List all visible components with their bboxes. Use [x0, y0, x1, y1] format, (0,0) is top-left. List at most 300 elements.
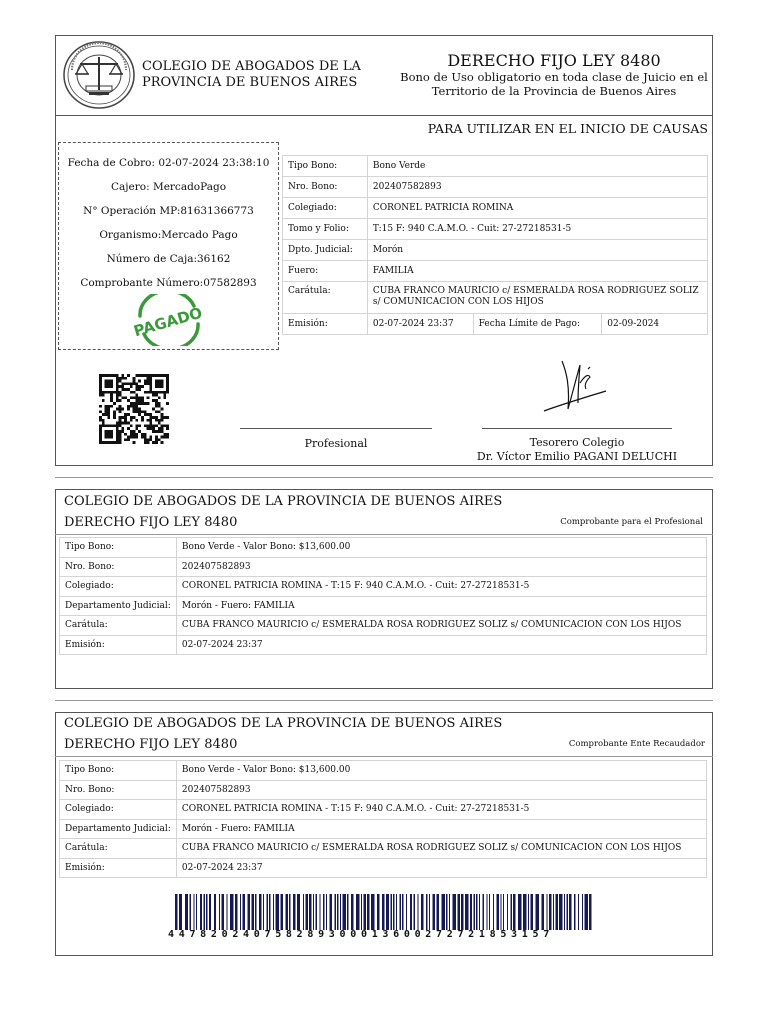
qr-module [152, 408, 155, 411]
table-row [283, 261, 708, 282]
qr-module [102, 419, 105, 422]
qr-module [107, 374, 110, 377]
qr-module [107, 385, 110, 388]
qr-module [116, 377, 119, 380]
barcode-bar [513, 894, 515, 930]
qr-module [141, 399, 144, 402]
qr-module [135, 396, 138, 399]
qr-module [116, 441, 119, 444]
qr-module [144, 410, 147, 413]
cell-label: Carátula: [283, 282, 368, 314]
cell-label: Nro. Bono: [283, 177, 368, 198]
barcode-bar [309, 894, 311, 930]
barcode-bar [500, 894, 501, 930]
dpto-judicial-value: Morón [367, 240, 707, 261]
qr-module [158, 382, 161, 385]
qr-module [116, 399, 119, 402]
qr-module [135, 410, 138, 413]
qr-module [161, 427, 164, 430]
qr-module [166, 424, 169, 427]
table-row [283, 177, 708, 198]
cell-label: Tipo Bono: [283, 156, 368, 177]
barcode-bar [578, 894, 579, 930]
barcode-bar [574, 894, 575, 930]
qr-module [166, 391, 169, 394]
qr-module [102, 422, 105, 425]
barcode-bar [584, 894, 587, 930]
qr-module [149, 377, 152, 380]
qr-module [147, 377, 150, 380]
qr-module [158, 374, 161, 377]
qr-module [105, 441, 108, 444]
stub2-nro: 202407582893 [176, 780, 706, 800]
qr-module [130, 433, 133, 436]
qr-module [116, 433, 119, 436]
qr-module [138, 430, 141, 433]
qr-module [133, 380, 136, 383]
qr-module [121, 385, 124, 388]
qr-module [166, 388, 169, 391]
qr-module [99, 410, 102, 413]
barcode-bar [190, 894, 191, 930]
qr-module [116, 396, 119, 399]
barcode-bar [493, 894, 494, 930]
barcode-bar [489, 894, 490, 930]
comprobante-numero: Comprobante Número:07582893 [80, 277, 257, 289]
qr-module [133, 396, 136, 399]
cell-label: Dpto. Judicial: [283, 240, 368, 261]
qr-module [147, 424, 150, 427]
qr-module [149, 416, 152, 419]
barcode-bar [330, 894, 332, 930]
qr-module [161, 413, 164, 416]
qr-module [161, 424, 164, 427]
barcode-bar [209, 894, 211, 930]
tipo-bono-value: Bono Verde [367, 156, 707, 177]
qr-module [105, 436, 108, 439]
qr-module [102, 424, 105, 427]
barcode-bar [337, 894, 338, 930]
qr-module [105, 391, 108, 394]
qr-module [116, 388, 119, 391]
qr-module [147, 374, 150, 377]
barcode-bar [569, 894, 571, 930]
qr-module [147, 380, 150, 383]
qr-module [155, 410, 158, 413]
table-row [283, 314, 708, 335]
qr-module [119, 441, 122, 444]
qr-module [99, 438, 102, 441]
qr-module [147, 427, 150, 430]
stub1-nro: 202407582893 [176, 557, 706, 577]
qr-module [107, 410, 110, 413]
qr-module [152, 394, 155, 397]
profesional-label: Profesional [304, 437, 368, 450]
qr-module [149, 422, 152, 425]
barcode-bar [179, 894, 182, 930]
qr-module [107, 436, 110, 439]
table-row [60, 819, 707, 839]
qr-module [161, 430, 164, 433]
barcode-bar [269, 894, 270, 930]
qr-module [99, 424, 102, 427]
barcode-bar [549, 894, 551, 930]
barcode-bar [185, 894, 188, 930]
stub2-tipo: Bono Verde - Valor Bono: $13,600.00 [176, 761, 706, 781]
qr-module [149, 427, 152, 430]
qr-module [110, 399, 113, 402]
barcode-bar [175, 894, 177, 930]
qr-module [144, 436, 147, 439]
qr-module [141, 416, 144, 419]
caratula-line2: s/ COMUNICACION CON LOS HIJOS [372, 297, 544, 307]
qr-module [99, 419, 102, 422]
qr-module [141, 374, 144, 377]
cell-label: Colegiado: [283, 198, 368, 219]
qr-module [127, 374, 130, 377]
qr-module [116, 380, 119, 383]
qr-module [144, 413, 147, 416]
qr-module [144, 391, 147, 394]
qr-module [158, 419, 161, 422]
qr-module [116, 430, 119, 433]
stub2-table [59, 760, 707, 878]
qr-module [135, 436, 138, 439]
tesorero-label: Tesorero Colegio [529, 436, 625, 449]
qr-module [110, 405, 113, 408]
qr-module [127, 388, 130, 391]
qr-code [98, 374, 170, 444]
qr-module [133, 402, 136, 405]
barcode-bar [361, 894, 362, 930]
barcode-bar [347, 894, 348, 930]
qr-module [161, 391, 164, 394]
barcode-bar [396, 894, 397, 930]
qr-module [144, 402, 147, 405]
qr-module [124, 413, 127, 416]
qr-module [155, 405, 158, 408]
barcode-bar [382, 894, 384, 930]
stub1-caratula: CUBA FRANCO MAURICIO c/ ESMERALDA ROSA RODRIGUEZ SOLIZ s/ COMUNICACION CON LOS HIJOS [176, 616, 706, 636]
qr-module [135, 385, 138, 388]
bono-subtitle-line1: Bono de Uso obligatorio en toda clase de Juicio en el [400, 70, 708, 84]
qr-module [130, 396, 133, 399]
qr-module [133, 391, 136, 394]
barcode-bar [214, 894, 216, 930]
cell-label: Colegiado: [60, 577, 177, 597]
tesorero-signature [540, 355, 620, 417]
tesorero-name: Dr. Víctor Emilio PAGANI DELUCHI [476, 450, 678, 463]
caratula-line1: CUBA FRANCO MAURICIO c/ ESMERALDA ROSA RODRIGUEZ SOLIZ [372, 286, 699, 296]
qr-module [155, 382, 158, 385]
barcode-bar [204, 894, 205, 930]
qr-module [119, 424, 122, 427]
qr-module [105, 385, 108, 388]
cell-label: Tipo Bono: [60, 761, 177, 781]
qr-module [133, 382, 136, 385]
cell-label: Colegiado: [60, 800, 177, 820]
qr-module [155, 441, 158, 444]
barcode-bar [303, 894, 304, 930]
table-row [283, 156, 708, 177]
header-divider [55, 115, 713, 116]
fecha-cobro: Fecha de Cobro: 02-07-2024 23:38:10 [67, 157, 270, 169]
qr-module [99, 382, 102, 385]
qr-module [133, 416, 136, 419]
barcode-bar [340, 894, 341, 930]
qr-module [163, 436, 166, 439]
qr-module [133, 408, 136, 411]
qr-module [119, 377, 122, 380]
qr-module [141, 419, 144, 422]
qr-module [161, 419, 164, 422]
qr-module [149, 424, 152, 427]
qr-module [99, 441, 102, 444]
qr-module [166, 416, 169, 419]
qr-module [105, 382, 108, 385]
qr-module [163, 394, 166, 397]
qr-module [147, 391, 150, 394]
qr-module [144, 424, 147, 427]
barcode-bar [219, 894, 220, 930]
qr-module [107, 413, 110, 416]
qr-module [102, 399, 105, 402]
qr-module [138, 385, 141, 388]
qr-module [149, 419, 152, 422]
barcode-bar [589, 894, 591, 930]
qr-module [144, 380, 147, 383]
qr-module [113, 416, 116, 419]
qr-module [161, 416, 164, 419]
qr-module [99, 385, 102, 388]
qr-module [124, 419, 127, 422]
qr-module [166, 436, 169, 439]
tomo-folio-value: T:15 F: 940 C.A.M.O. - Cuit: 27-27218531-5 [367, 219, 707, 240]
qr-module [113, 424, 116, 427]
qr-module [119, 385, 122, 388]
qr-module [152, 374, 155, 377]
qr-module [152, 399, 155, 402]
qr-module [155, 438, 158, 441]
table-row [60, 577, 707, 597]
qr-module [149, 388, 152, 391]
cell-label: Departamento Judicial: [60, 819, 177, 839]
barcode-bar [319, 894, 320, 930]
barcode-bar [323, 894, 324, 930]
barcode [175, 894, 595, 930]
qr-module [99, 394, 102, 397]
table-row [60, 596, 707, 616]
qr-module [99, 416, 102, 419]
barcode-bar [433, 894, 435, 930]
qr-module [161, 441, 164, 444]
table-row [283, 219, 708, 240]
qr-module [138, 410, 141, 413]
table-row [60, 761, 707, 781]
qr-module [144, 374, 147, 377]
barcode-bar [305, 894, 307, 930]
barcode-bar [248, 894, 250, 930]
tesorero-signature-line [482, 428, 672, 429]
barcode-bar [273, 894, 274, 930]
qr-module [116, 424, 119, 427]
qr-module [166, 427, 169, 430]
qr-module [158, 430, 161, 433]
qr-module [102, 441, 105, 444]
qr-module [155, 380, 158, 383]
qr-module [116, 374, 119, 377]
fecha-limite-value: 02-09-2024 [602, 314, 708, 335]
cajero: Cajero: MercadoPago [110, 181, 227, 193]
stub1-divider [55, 534, 713, 535]
qr-module [127, 427, 130, 430]
qr-module [155, 424, 158, 427]
barcode-bar [474, 894, 475, 930]
qr-module [105, 430, 108, 433]
barcode-bar [461, 894, 463, 930]
qr-module [166, 377, 169, 380]
qr-module [158, 396, 161, 399]
table-row [283, 198, 708, 219]
qr-module [99, 380, 102, 383]
barcode-bar [371, 894, 374, 930]
barcode-bar [406, 894, 407, 930]
qr-module [124, 382, 127, 385]
qr-module [149, 391, 152, 394]
qr-module [152, 424, 155, 427]
table-row [60, 780, 707, 800]
barcode-bar [240, 894, 241, 930]
qr-module [102, 391, 105, 394]
qr-module [99, 430, 102, 433]
qr-module [105, 405, 108, 408]
barcode-bar [479, 894, 480, 930]
qr-module [119, 408, 122, 411]
qr-module [135, 394, 138, 397]
barcode-bar [289, 894, 290, 930]
qr-module [113, 374, 116, 377]
qr-module [147, 438, 150, 441]
colegiado-value: CORONEL PATRICIA ROMINA [367, 198, 707, 219]
barcode-bar [400, 894, 401, 930]
qr-module [121, 416, 124, 419]
barcode-bar [559, 894, 562, 930]
barcode-bar [476, 894, 477, 930]
qr-module [149, 438, 152, 441]
barcode-bar [285, 894, 287, 930]
cell-label: Tomo y Folio: [283, 219, 368, 240]
pagado-stamp-text: PAGADO [131, 303, 205, 341]
pagado-stamp [128, 294, 208, 346]
barcode-bar [497, 894, 499, 930]
emision-value: 02-07-2024 23:37 [367, 314, 473, 335]
barcode-bar [453, 894, 456, 930]
barcode-bar [259, 894, 261, 930]
qr-module [105, 374, 108, 377]
barcode-bar [391, 894, 392, 930]
barcode-bar [449, 894, 450, 930]
cell-label: Carátula: [60, 839, 177, 859]
qr-module [135, 382, 138, 385]
qr-module [127, 436, 130, 439]
barcode-bar [523, 894, 526, 930]
barcode-bar [410, 894, 412, 930]
qr-module [147, 382, 150, 385]
qr-module [166, 402, 169, 405]
qr-module [107, 391, 110, 394]
qr-module [152, 430, 155, 433]
qr-module [99, 433, 102, 436]
cell-label: Fecha Límite de Pago: [473, 314, 602, 335]
qr-module [135, 405, 138, 408]
barcode-bar [377, 894, 379, 930]
qr-module [158, 405, 161, 408]
barcode-bar [470, 894, 472, 930]
barcode-bar [436, 894, 438, 930]
barcode-bar [483, 894, 484, 930]
qr-module [130, 424, 133, 427]
barcode-bar [528, 894, 529, 930]
qr-module [161, 382, 164, 385]
fuero-value: FAMILIA [367, 261, 707, 282]
qr-module [102, 413, 105, 416]
qr-module [135, 388, 138, 391]
qr-module [99, 388, 102, 391]
stub1-colegiado: CORONEL PATRICIA ROMINA - T:15 F: 940 C.A.M.O. - Cuit: 27-27218531-5 [176, 577, 706, 597]
qr-module [158, 380, 161, 383]
qr-module [149, 436, 152, 439]
qr-module [124, 377, 127, 380]
barcode-bar [511, 894, 512, 930]
qr-module [107, 405, 110, 408]
qr-module [158, 410, 161, 413]
qr-module [105, 413, 108, 416]
qr-module [166, 433, 169, 436]
qr-module [127, 413, 130, 416]
stub2-dpto: Morón - Fuero: FAMILIA [176, 819, 706, 839]
qr-module [110, 430, 113, 433]
qr-module [155, 374, 158, 377]
stub1-dpto: Morón - Fuero: FAMILIA [176, 596, 706, 616]
org-name-line2: PROVINCIA DE BUENOS AIRES [142, 75, 358, 90]
barcode-bar [567, 894, 568, 930]
qr-module [107, 441, 110, 444]
qr-module [116, 422, 119, 425]
cell-label: Tipo Bono: [60, 538, 177, 558]
qr-module [119, 391, 122, 394]
qr-module [163, 391, 166, 394]
qr-module [138, 399, 141, 402]
stub2-divider [55, 756, 713, 757]
table-row [60, 538, 707, 558]
qr-module [124, 433, 127, 436]
qr-module [116, 438, 119, 441]
qr-module [149, 382, 152, 385]
barcode-bar [530, 894, 532, 930]
qr-module [147, 402, 150, 405]
qr-module [116, 394, 119, 397]
table-row [283, 240, 708, 261]
barcode-bar [280, 894, 282, 930]
qr-module [163, 424, 166, 427]
qr-module [130, 402, 133, 405]
qr-module [130, 385, 133, 388]
qr-module [107, 416, 110, 419]
qr-module [135, 402, 138, 405]
qr-module [121, 374, 124, 377]
stub2-colegiado: CORONEL PATRICIA ROMINA - T:15 F: 940 C.A.M.O. - Cuit: 27-27218531-5 [176, 800, 706, 820]
table-row [60, 800, 707, 820]
